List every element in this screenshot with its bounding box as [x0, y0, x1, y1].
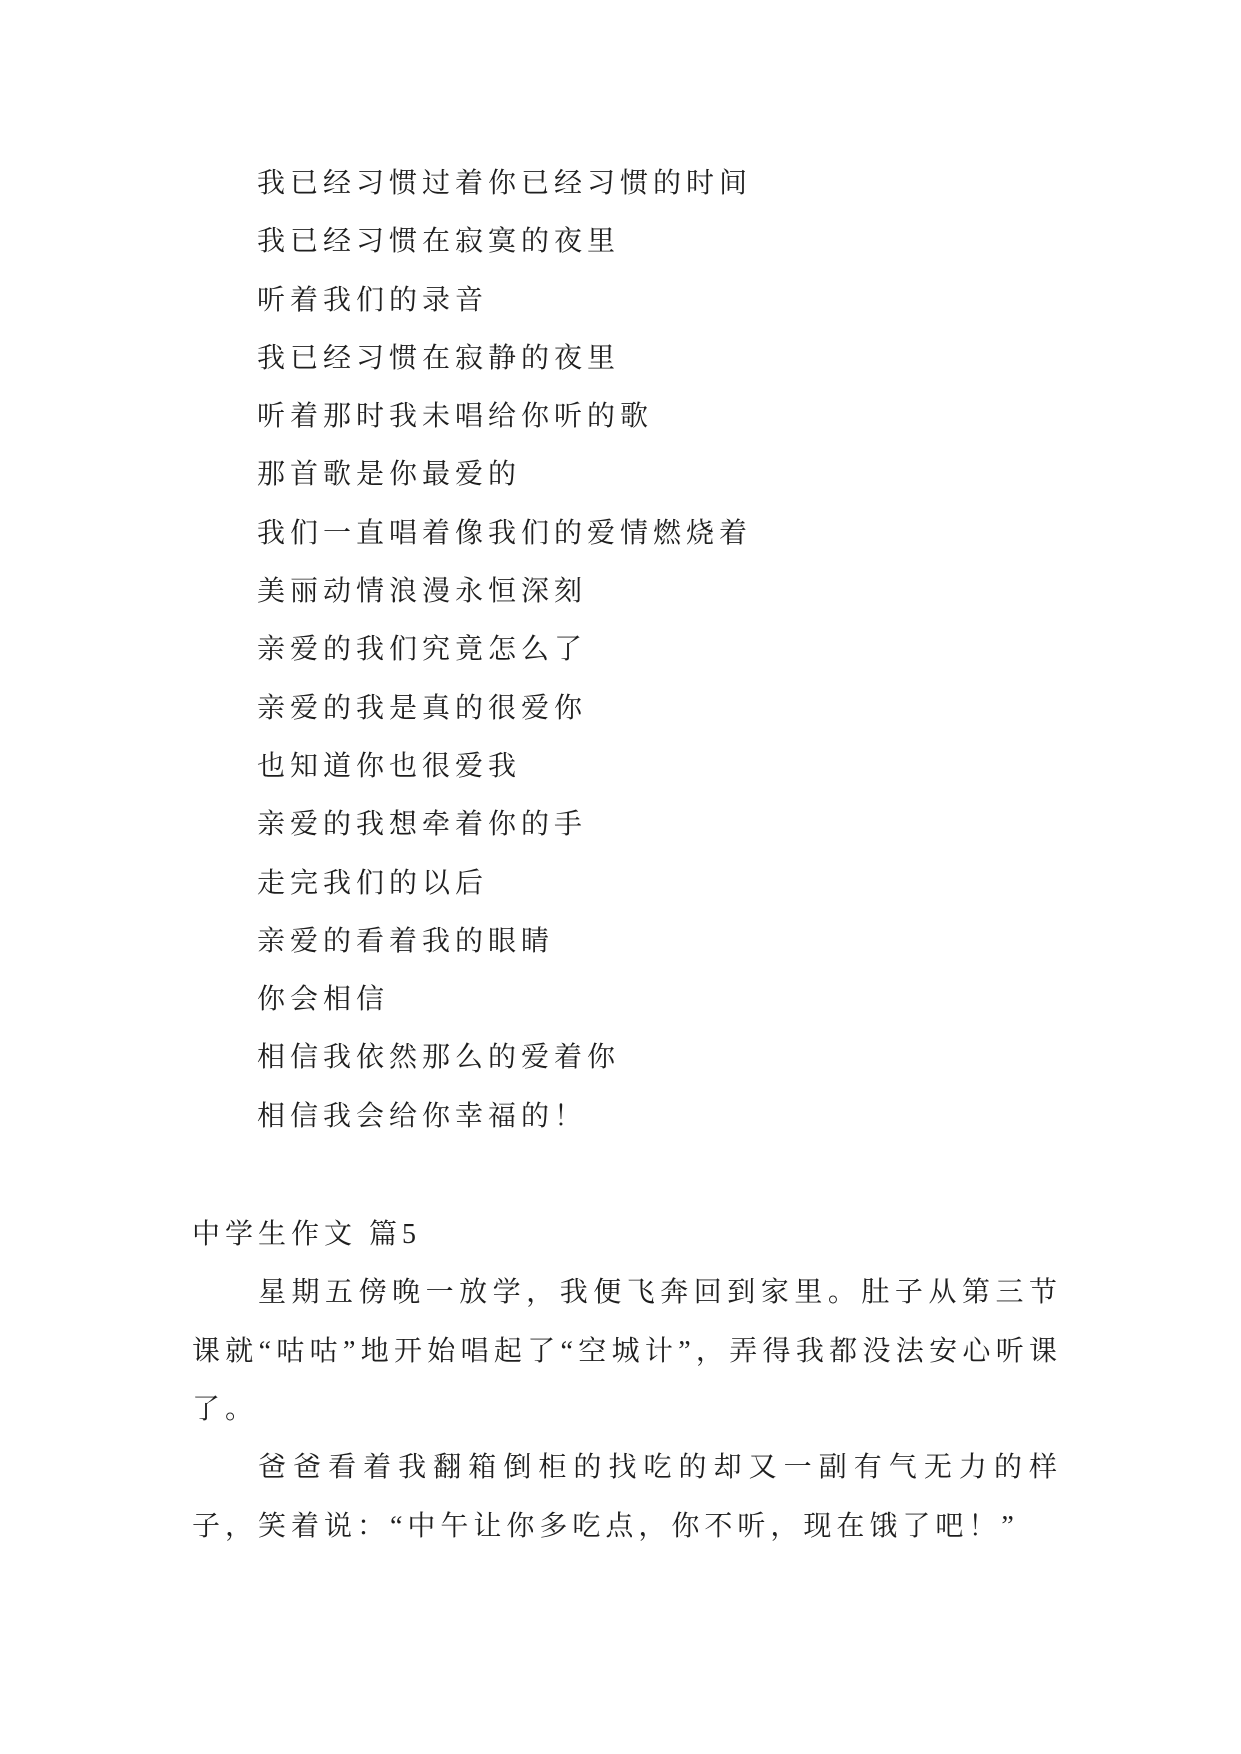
poem-line: 美丽动情浪漫永恒深刻: [257, 576, 588, 608]
poem-line: 也知道你也很爱我: [257, 750, 522, 782]
poem-line: 走完我们的以后: [257, 867, 489, 899]
document-body: [192, 155, 1062, 1556]
poem-line: 相信我会给你幸福的！: [257, 1100, 588, 1132]
poem-line: 我已经习惯过着你已经习惯的时间: [257, 168, 753, 199]
poem-line: 我已经习惯在寂寞的夜里: [257, 226, 621, 258]
poem-line: 你会相信: [257, 984, 390, 1016]
poem-line: 那首歌是你最爱的: [257, 459, 522, 491]
poem-line: 听着我们的录音: [257, 284, 489, 316]
section-heading: 中学生作文 篇5: [192, 1219, 422, 1251]
poem-line: 相信我依然那么的爱着你: [257, 1042, 621, 1074]
poem-line: 我们一直唱着像我们的爱情燃烧着: [257, 517, 753, 549]
poem-line: 亲爱的我想牵着你的手: [257, 809, 588, 841]
poem-line: 听着那时我未唱给你听的歌: [257, 401, 654, 433]
poem-block: [192, 155, 1062, 1146]
poem-line: 我已经习惯在寂静的夜里: [257, 342, 621, 374]
body-paragraph: 星期五傍晚一放学，我便飞奔回到家里。肚子从第三节课就“咕咕”地开始唱起了“空城计”，弄得我都没法安心听课了。: [192, 1277, 1062, 1425]
body-paragraph: 爸爸看着我翻箱倒柜的找吃的却又一副有气无力的样子，笑着说：“中午让你多吃点，你不听，现在饿了吧！”: [192, 1452, 1062, 1542]
poem-line: 亲爱的我是真的很爱你: [257, 692, 588, 724]
poem-line: 亲爱的我们究竟怎么了: [257, 634, 588, 666]
poem-line: 亲爱的看着我的眼睛: [257, 925, 555, 957]
